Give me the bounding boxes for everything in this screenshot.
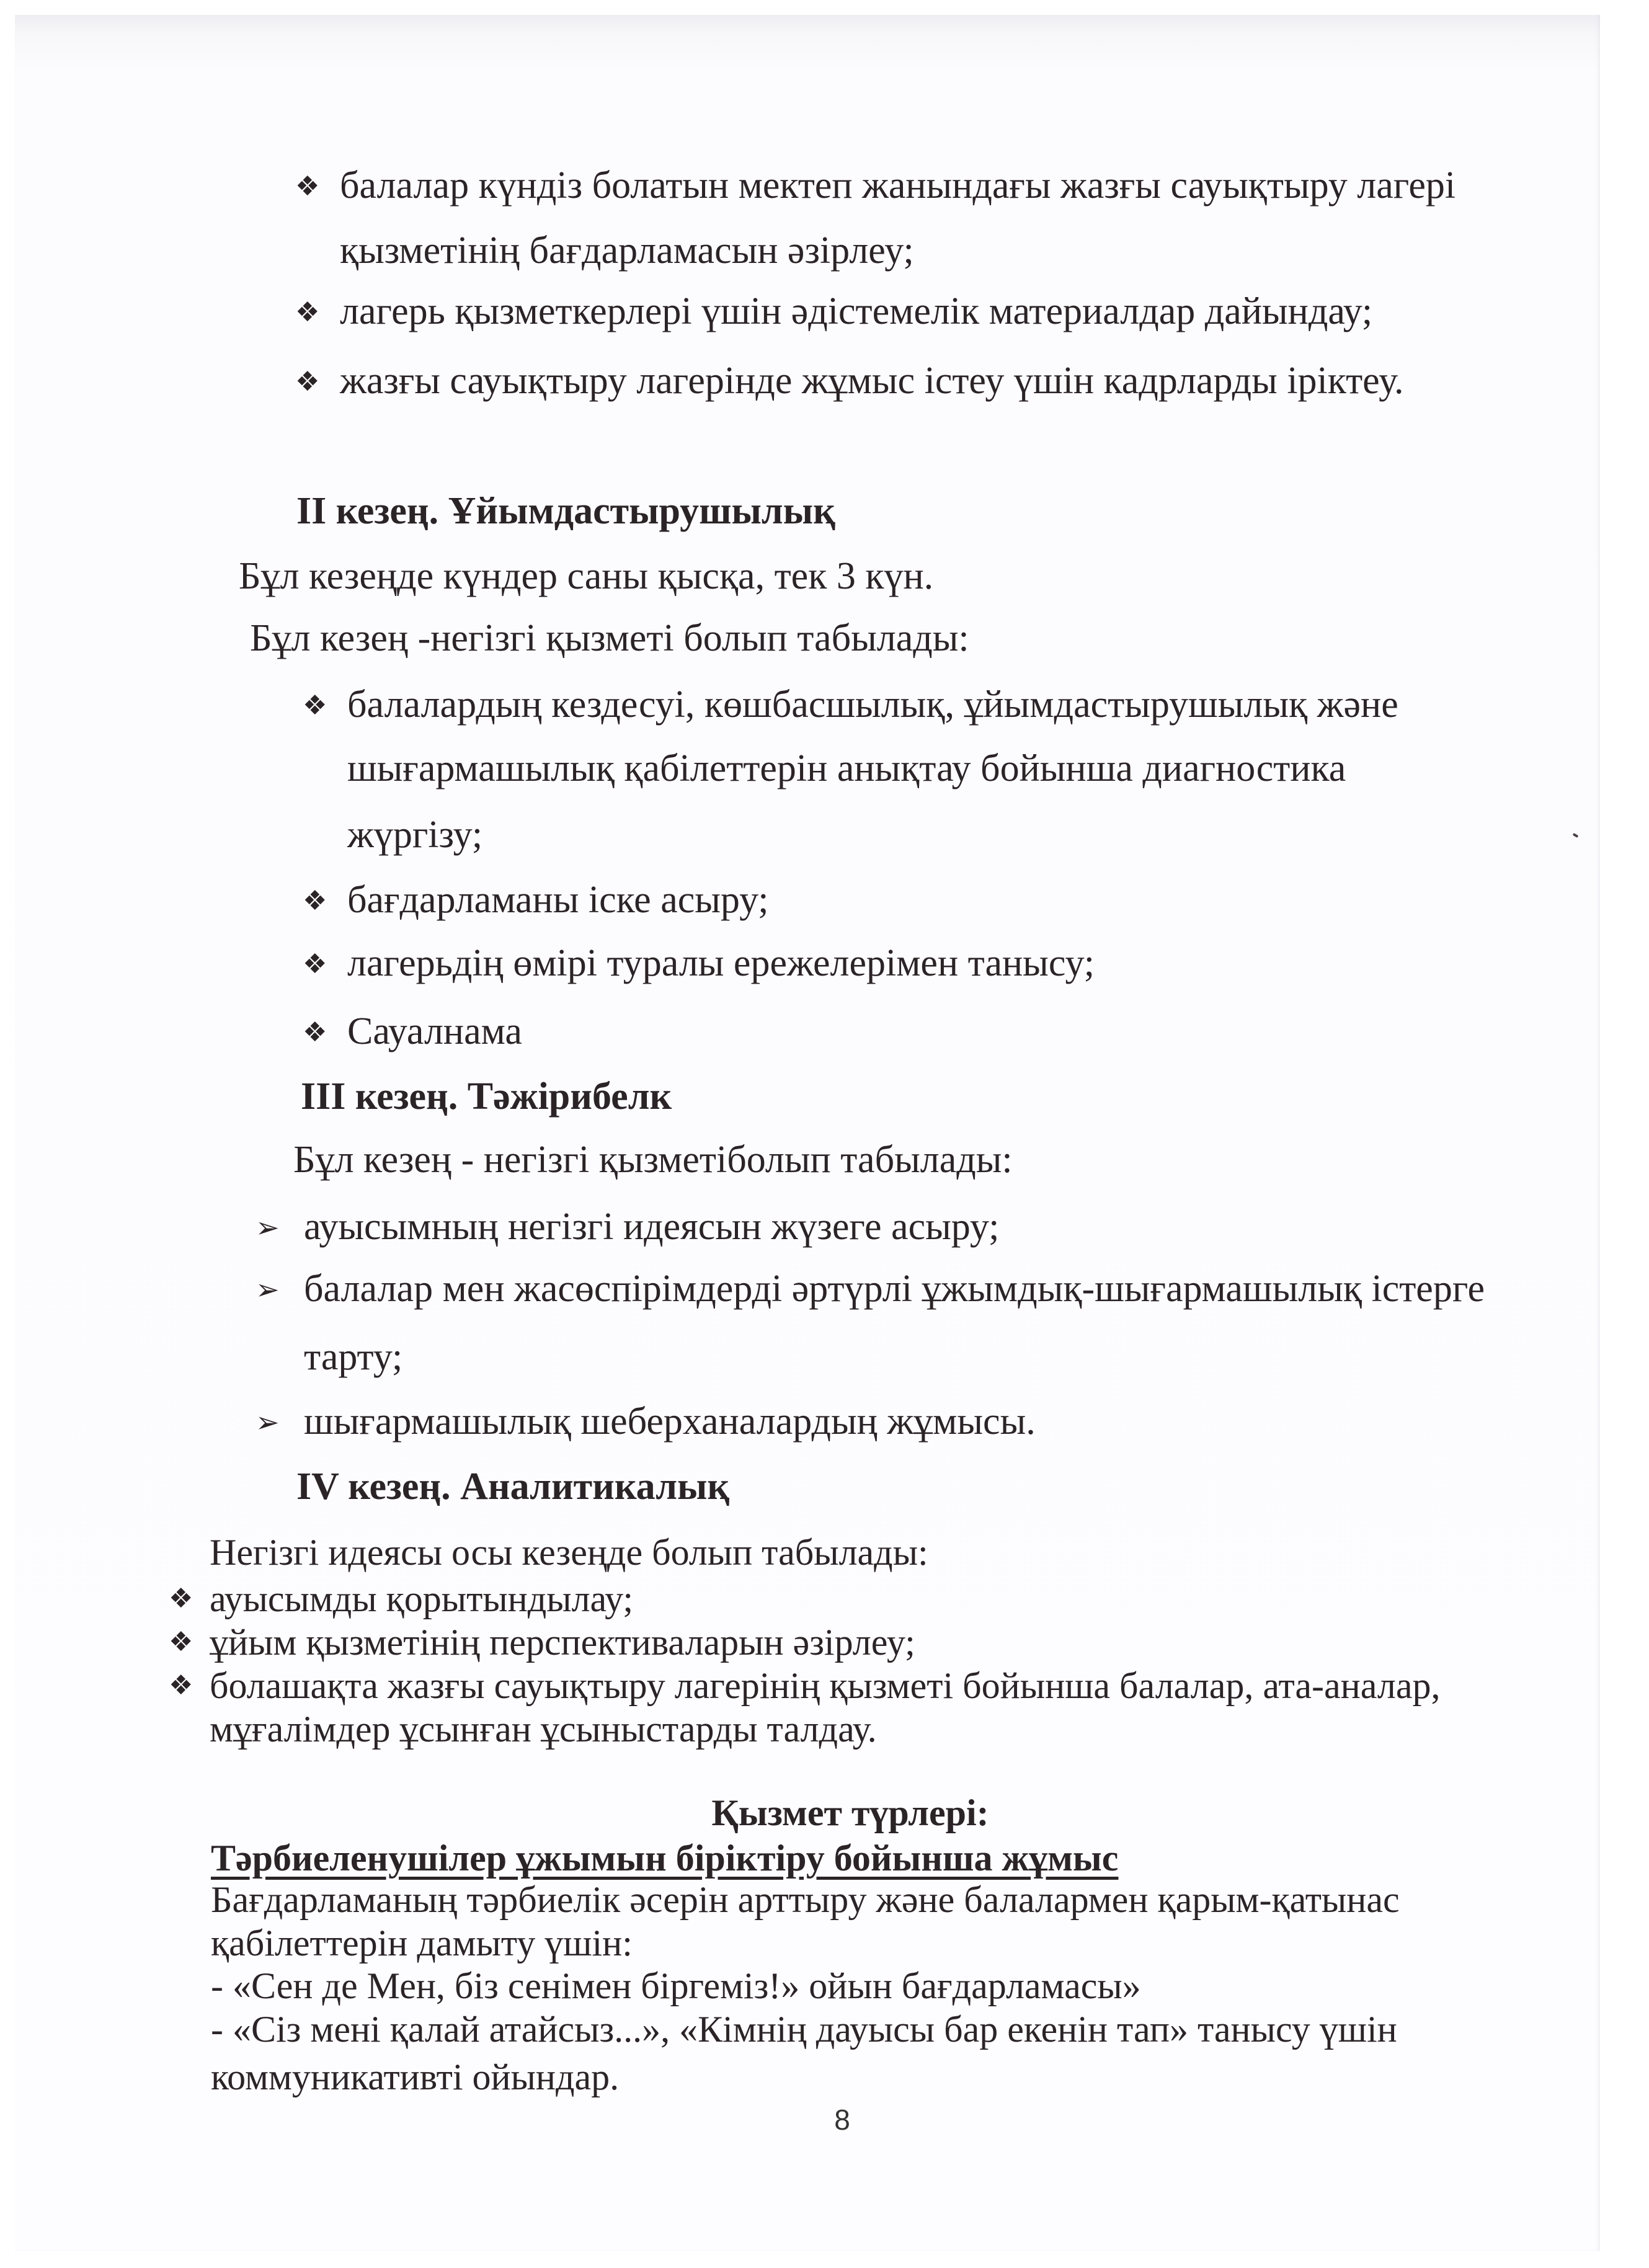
list-item: ұйым қызметінің перспективаларын әзірлеу; — [210, 1622, 915, 1663]
list-item: Сауалнама — [347, 1010, 522, 1052]
list-item: болашақта жазғы сауықтыру лагерінің қызметі бойынша балалар, ата-аналар, — [210, 1665, 1441, 1706]
list-item: балалардың кездесуі, көшбасшылық, ұйымдастырушылық және — [347, 683, 1398, 726]
activities-title: Қызмет түрлері: — [711, 1792, 989, 1833]
arrow-bullet-icon: ➢ — [256, 1211, 280, 1244]
activities-subtitle: Тәрбиеленушілер ұжымын біріктіру бойынша жұмыс — [211, 1838, 1119, 1879]
diamond-bullet-icon: ❖ — [303, 948, 327, 980]
activities-game-item: - «Сіз мені қалай атайсыз...», «Кімнің дауысы бар екенін тап» танысу үшін — [211, 2009, 1397, 2050]
list-item: ауысымның негізгі идеясын жүзеге асыру; — [304, 1206, 1000, 1248]
diamond-bullet-icon: ❖ — [169, 1583, 193, 1614]
activities-paragraph-line: Бағдарламаның тәрбиелік әсерін арттыру және балалармен қарым-қатынас — [211, 1879, 1400, 1920]
activities-paragraph-line: коммуникативті ойындар. — [211, 2057, 620, 2097]
list-item: лагерьдің өмірі туралы ережелерімен танысу; — [347, 942, 1095, 984]
list-item: ауысымды қорытындылау; — [210, 1578, 633, 1619]
list-item-continuation: мұғалімдер ұсынған ұсыныстарды талдау. — [210, 1709, 877, 1750]
list-item: шығармашылық шеберханалардың жұмысы. — [304, 1400, 1036, 1443]
diamond-bullet-icon: ❖ — [169, 1626, 193, 1658]
stage4-heading: IV кезең. Аналитикалық — [296, 1465, 730, 1508]
activities-game-item: - «Сен де Мен, біз сенімен біргеміз!» ойын бағдарламасы» — [211, 1965, 1141, 2006]
list-item-continuation: тарту; — [304, 1336, 403, 1378]
list-item: жазғы сауықтыру лагерінде жұмыс істеу үшін кадрларды іріктеу. — [340, 360, 1404, 402]
stage2-heading: ІІ кезең. Ұйымдастырушылық — [296, 490, 835, 532]
activities-paragraph-line: қабілеттерін дамыту үшін: — [211, 1923, 633, 1963]
diamond-bullet-icon: ❖ — [295, 296, 320, 328]
diamond-bullet-icon: ❖ — [169, 1670, 193, 1701]
diamond-bullet-icon: ❖ — [295, 366, 320, 398]
page-number: 8 — [834, 2104, 850, 2136]
stage4-intro: Негізгі идеясы осы кезеңде болып табылады: — [210, 1532, 928, 1573]
diamond-bullet-icon: ❖ — [303, 1016, 327, 1048]
list-item-continuation: қызметінің бағдарламасын әзірлеу; — [340, 229, 914, 272]
stage3-intro: Бұл кезең - негізгі қызметіболып табылады: — [293, 1139, 1013, 1181]
list-item: лагерь қызметкерлері үшін әдістемелік материалдар дайындау; — [340, 290, 1373, 332]
list-item-continuation: шығармашылық қабілеттерін анықтау бойынша диагностика — [347, 747, 1346, 789]
list-item: бағдарламаны іске асыру; — [347, 879, 769, 921]
stage2-intro-1: Бұл кезеңде күндер саны қысқа, тек 3 күн. — [239, 555, 934, 597]
stage3-heading: ІІІ кезең. Тәжірибелк — [301, 1075, 672, 1118]
list-item: балалар мен жасөспірімдерді әртүрлі ұжымдық-шығармашылық істерге — [304, 1268, 1485, 1310]
diamond-bullet-icon: ❖ — [303, 690, 327, 721]
stage2-intro-2: Бұл кезең -негізгі қызметі болып табылады: — [250, 617, 969, 659]
arrow-bullet-icon: ➢ — [256, 1273, 280, 1306]
diamond-bullet-icon: ❖ — [303, 885, 327, 917]
list-item: балалар күндіз болатын мектеп жанындағы жазғы сауықтыру лагері — [340, 164, 1456, 207]
diamond-bullet-icon: ❖ — [295, 171, 320, 202]
list-item-continuation: жүргізу; — [347, 814, 483, 856]
arrow-bullet-icon: ➢ — [256, 1405, 280, 1439]
